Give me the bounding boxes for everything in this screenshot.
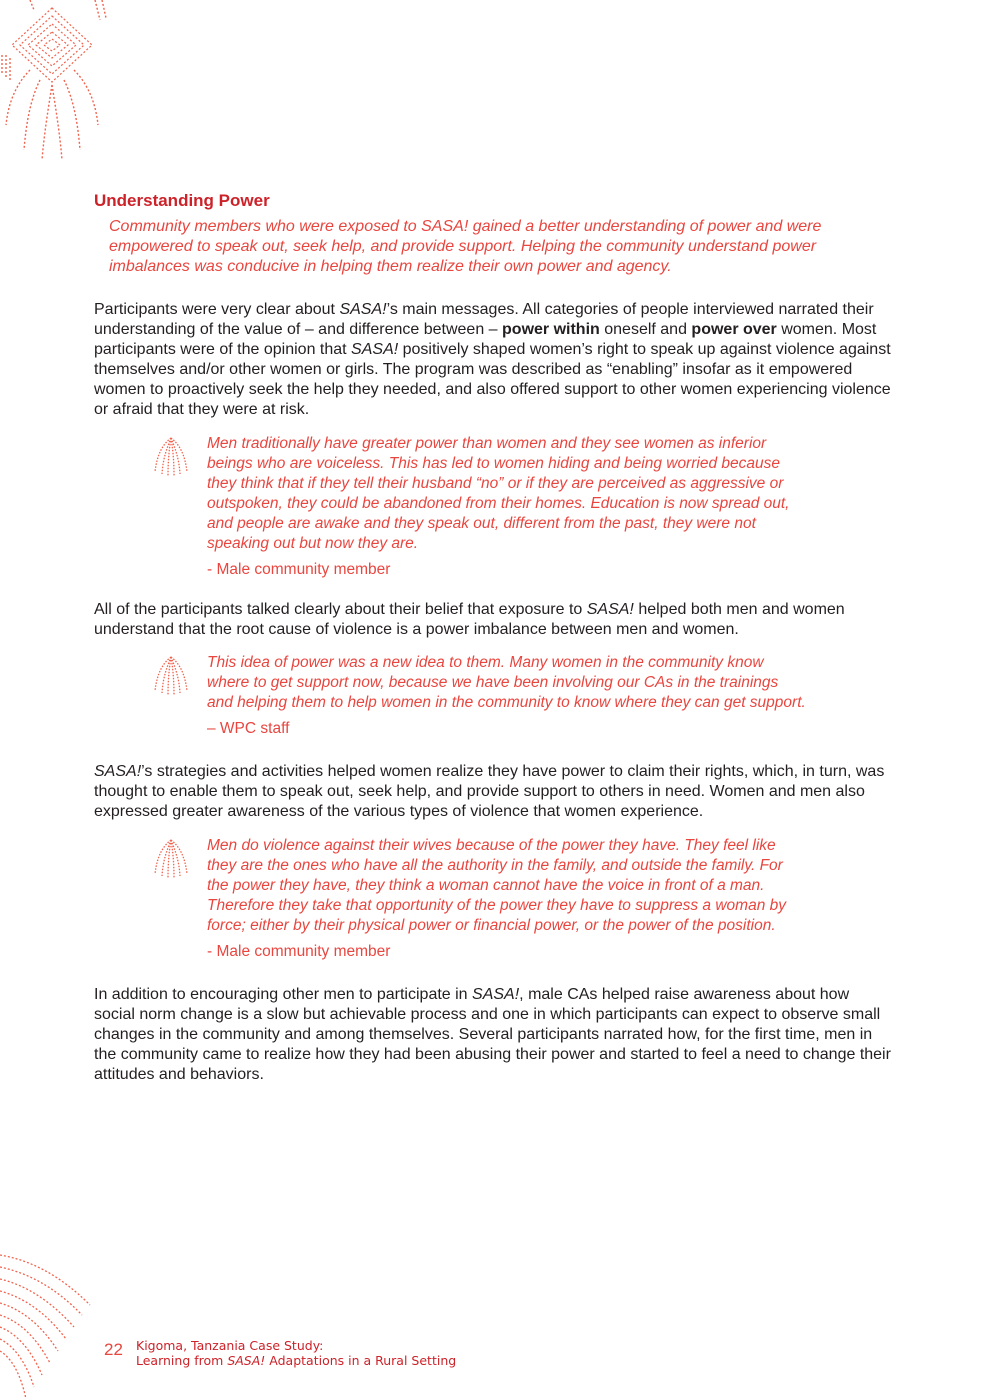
decorative-pattern-top [0,0,115,165]
term-power-within: power within [502,321,600,338]
main-content [94,190,894,1085]
paragraph-4: In addition to encouraging other men to participate in SASA!, male CAs helped raise awareness about how social norm change is a slow but achievable process and one in which participants can expect to observe small changes in the community and among themselves. Several participants narrated how, for the first time, men in the community came to realize how they had been abusing their power and started to feel a need to change their attitudes and behaviors. [94,986,891,1083]
quote-text-2: This idea of power was a new idea to them. Many women in the community know where to get support now, because we have been involving our CAs in the trainings and helping them to help women in the community to know where they can get support. [207,654,806,711]
quote-block-2 [207,653,807,739]
paragraph-1: Participants were very clear about SASA!’s main messages. All categories of people interviewed narrated their understanding of the value of – and difference between – power within oneself and power over women. Most participants were of the opinion that SASA! positively shaped women’s right to speak up against violence against themselves and/or other women or girls. The program was described as “enabling” insofar as it empowered women to proactively seek the help they needed, and also offered support to other women experiencing violence or afraid that they were at risk. [94,301,891,418]
quote-text-1: Men traditionally have greater power than women and they see women as inferior beings who are voiceless. This has led to women hiding and being worried because they think that if they tell their husband “no” or if they are perceived as aggressive or outspoken, they could be abandoned from their homes. Education is now spread out, and people are awake and they speak out, different from the past, they were not speaking out but now they are. [207,435,790,552]
section-title: Understanding Power [94,191,270,210]
term-power-over: power over [691,321,777,338]
section-intro: Community members who were exposed to SASA! gained a better understanding of power and were empowered to speak out, seek help, and provide support. Helping the community understand power imbalances was conducive in helping them realize their own power and agency. [109,218,822,275]
quote-attribution-2: – WPC staff [207,720,290,737]
page-number: 22 [104,1340,123,1359]
decorative-pattern-bottom [0,1245,110,1400]
quote-text-3: Men do violence against their wives because of the power they have. They feel like they are the ones who have all the authority in the family, and outside the family. For the power they have, they think a woman cannot have the voice in front of a man. Therefore they take that opportunity of the power they have to suppress a woman by force; either by their physical power or financial power, or the power of the position. [207,837,787,934]
quote-block-1 [207,434,807,580]
paragraph-2: All of the participants talked clearly about their belief that exposure to SASA! helped both men and women understand that the root cause of violence is a power imbalance between men and women. [94,601,845,638]
footer-title: Kigoma, Tanzania Case Study: Learning from SASA! Adaptations in a Rural Setting [136,1338,457,1368]
quote-attribution-3: - Male community member [207,943,391,960]
quote-block-3 [207,836,807,962]
quote-attribution-1: - Male community member [207,561,391,578]
quote-icon [149,836,193,880]
quote-icon [149,653,193,697]
paragraph-3: SASA!’s strategies and activities helped women realize they have power to claim their rights, which, in turn, was thought to enable them to speak out, seek help, and provide support to others in need. Women and men also expressed greater awareness of the various types of violence that women experience. [94,763,885,820]
quote-icon [149,434,193,478]
